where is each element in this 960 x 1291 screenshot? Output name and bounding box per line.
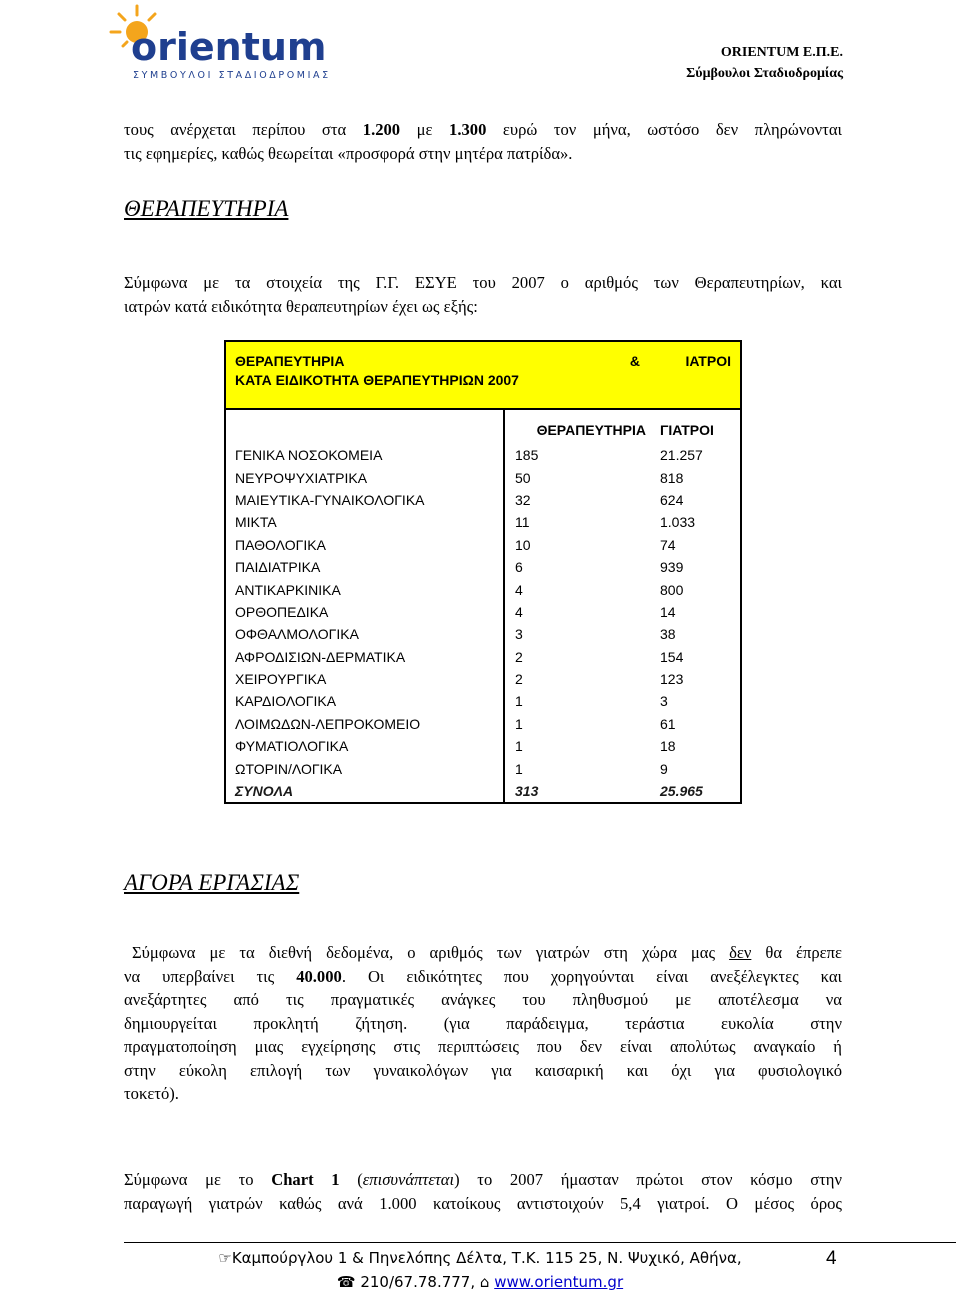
page-number: 4	[826, 1248, 837, 1269]
total-therapeftiria: 313	[515, 783, 539, 800]
row-specialty: ΝΕΥΡΟΨΥΧΙΑΤΡΙΚΑ	[226, 466, 504, 488]
row-therapeftiria: 4	[515, 581, 523, 598]
table-row	[226, 690, 739, 712]
intro-line-1: τους ανέρχεται περίπου στα 1.200 με 1.300 ευρώ τον μήνα, ωστόσο δεν πληρώνονται	[124, 120, 842, 139]
row-therapeftiria: 32	[515, 491, 531, 508]
section1-line-2: ιατρών κατά ειδικότητα θεραπευτηρίων έχει ως εξής:	[124, 296, 478, 316]
table-row	[226, 757, 739, 779]
therapeftiria-table	[224, 340, 742, 804]
row-therapeftiria: 2	[515, 671, 523, 688]
row-specialty: ΟΦΘΑΛΜΟΛΟΓΙΚΑ	[226, 623, 504, 645]
globe-icon: ⌂	[479, 1273, 490, 1291]
section2-p1-line-3: ανεξάρτητες από τις πραγματικές ανάγκες του πληθυσμού με αποτέλεσμα να	[124, 990, 842, 1009]
row-giatroi: 21.257	[660, 447, 703, 464]
intro-line-2: τις εφημερίες, καθώς θεωρείται «προσφορά στην μητέρα πατρίδα».	[124, 143, 573, 163]
row-therapeftiria: 1	[515, 693, 523, 710]
footer-website-link[interactable]: www.orientum.gr	[494, 1273, 624, 1291]
row-giatroi: 154	[660, 648, 684, 665]
footer-phone: 210/67.78.777,	[360, 1273, 476, 1291]
row-therapeftiria: 185	[515, 447, 539, 464]
row-giatroi: 38	[660, 626, 676, 643]
table-row	[226, 466, 739, 488]
row-specialty: ΧΕΙΡΟΥΡΓΙΚΑ	[226, 668, 504, 690]
row-giatroi: 61	[660, 715, 676, 732]
table-total-row	[226, 780, 739, 802]
pointing-hand-icon: ☞	[218, 1249, 232, 1267]
section2-paragraph-2	[124, 1168, 842, 1215]
row-giatroi: 18	[660, 738, 676, 755]
table-row	[226, 668, 739, 690]
column-header-therapeftiria: ΘΕΡΑΠΕΥΤΗΡΙΑ	[536, 422, 646, 438]
section2-p2-line-1: Σύμφωνα με το Chart 1 (επισυνάπτεται) το 2007 ήμασταν πρώτοι στον κόσμο στην	[124, 1170, 842, 1189]
row-giatroi: 1.033	[660, 514, 696, 531]
row-specialty: ΑΝΤΙΚΑΡΚΙΝΙΚΑ	[226, 578, 504, 600]
table-header-row	[226, 410, 739, 444]
section2-paragraph-1	[124, 941, 842, 1106]
row-giatroi: 939	[660, 559, 684, 576]
table-row	[226, 713, 739, 735]
section-heading-therapeftiria: ΘΕΡΑΠΕΥΤΗΡΙΑ	[124, 196, 289, 221]
row-specialty: ΠΑΙΔΙΑΤΡΙΚΑ	[226, 556, 504, 578]
row-specialty: ΚΑΡΔΙΟΛΟΓΙΚΑ	[226, 690, 504, 712]
row-giatroi: 818	[660, 469, 684, 486]
total-label: ΣΥΝΟΛΑ	[226, 780, 504, 802]
row-therapeftiria: 4	[515, 603, 523, 620]
row-therapeftiria: 2	[515, 648, 523, 665]
row-giatroi: 800	[660, 581, 684, 598]
company-info	[686, 42, 843, 84]
row-giatroi: 14	[660, 603, 676, 620]
row-giatroi: 9	[660, 760, 668, 777]
row-therapeftiria: 1	[515, 715, 523, 732]
row-specialty: ΩΤΟΡΙΝ/ΛΟΓΙΚΑ	[226, 757, 504, 779]
section2-p2-line-2: παραγωγή γιατρών καθώς ανά 1.000 κατοίκους αντιστοιχούν 5,4 γιατροί. Ο μέσος όρος	[124, 1193, 842, 1213]
logo-subtitle: ΣΥΜΒΟΥΛΟΙ ΣΤΑΔΙΟΔΡΟΜΙΑΣ	[133, 70, 331, 81]
row-specialty: ΠΑΘΟΛΟΓΙΚΑ	[226, 534, 504, 556]
row-therapeftiria: 11	[515, 514, 530, 531]
footer-contact-line	[0, 1270, 960, 1291]
table-row	[226, 489, 739, 511]
orientum-logo	[95, 2, 355, 82]
row-giatroi: 123	[660, 671, 684, 688]
row-specialty: ΟΡΘΟΠΕΔΙΚΑ	[226, 601, 504, 623]
row-giatroi: 624	[660, 491, 684, 508]
footer-address-line	[0, 1246, 960, 1270]
total-giatroi: 25.965	[660, 783, 703, 800]
row-therapeftiria: 6	[515, 559, 523, 576]
table-row	[226, 646, 739, 668]
row-therapeftiria: 1	[515, 738, 523, 755]
row-specialty: ΓΕΝΙΚΑ ΝΟΣΟΚΟΜΕΙΑ	[226, 444, 504, 466]
section2-p1-line-2: να υπερβαίνει τις 40.000. Οι ειδικότητες που χορηγούνται είναι ανεξέλεγκτες και	[124, 966, 842, 986]
company-name: ORIENTUM Ε.Π.Ε.	[720, 45, 843, 60]
section2-p1-line-7: τοκετό).	[124, 1084, 179, 1103]
intro-paragraph	[124, 118, 842, 165]
company-subtitle: Σύμβουλοι Σταδιοδρομίας	[686, 66, 843, 81]
table-title	[226, 342, 740, 410]
section-heading-agora-ergasias: ΑΓΟΡΑ ΕΡΓΑΣΙΑΣ	[124, 870, 300, 895]
table-title-left: ΘΕΡΑΠΕΥΤΗΡΙΑ	[235, 353, 345, 369]
row-giatroi: 74	[660, 536, 676, 553]
footer-address: Καμπούργλου 1 & Πηνελόπης Δέλτα, Τ.Κ. 115 25, Ν. Ψυχικό, Αθήνα,	[231, 1249, 742, 1267]
section1-paragraph	[124, 271, 842, 318]
table-row	[226, 534, 739, 556]
row-therapeftiria: 1	[515, 760, 523, 777]
table-row	[226, 444, 739, 466]
section2-p1-line-6: στην εύκολη επιλογή των γυναικολόγων για καισαρική και όχι για φυσιολογικό	[124, 1060, 842, 1080]
row-therapeftiria: 50	[515, 469, 531, 486]
table-title-line2: ΚΑΤΑ ΕΙΔΙΚΟΤΗΤΑ ΘΕΡΑΠΕΥΤΗΡΙΩΝ 2007	[235, 372, 519, 388]
table-row	[226, 623, 739, 645]
table-row	[226, 556, 739, 578]
table-row	[226, 735, 739, 757]
row-giatroi: 3	[660, 693, 668, 710]
table-title-right: ΙΑΤΡΟΙ	[685, 353, 731, 369]
footer-divider	[124, 1242, 956, 1243]
footer	[0, 1246, 960, 1291]
row-specialty: ΜΙΚΤΑ	[226, 511, 504, 533]
table-row	[226, 511, 739, 533]
phone-icon: ☎	[336, 1273, 356, 1291]
row-therapeftiria: 3	[515, 626, 523, 643]
row-specialty: ΛΟΙΜΩΔΩΝ-ΛΕΠΡΟΚΟΜΕΙΟ	[226, 713, 504, 735]
row-specialty: ΑΦΡΟΔΙΣΙΩΝ-ΔΕΡΜΑΤΙΚΑ	[226, 646, 504, 668]
section2-p1-line-1: Σύμφωνα με τα διεθνή δεδομένα, ο αριθμός των γιατρών στη χώρα μας δεν θα έπρεπε	[132, 943, 842, 962]
table-title-amp: &	[629, 353, 641, 369]
row-specialty: ΜΑΙΕΥΤΙΚΑ-ΓΥΝΑΙΚΟΛΟΓΙΚΑ	[226, 489, 504, 511]
column-header-giatroi: ΓΙΑΤΡΟΙ	[660, 422, 714, 438]
section2-p1-line-4: δημιουργείται προκλητή ζήτηση. (για παράδειγμα, τεράστια ευκολία στην	[124, 1013, 842, 1033]
table-row	[226, 601, 739, 623]
logo-text: orientum	[131, 25, 327, 69]
row-therapeftiria: 10	[515, 536, 531, 553]
section2-p1-line-5: πραγματοποίηση μιας εγχείρησης στις περιπτώσεις που δεν είναι απολύτως αναγκαίο ή	[124, 1037, 842, 1056]
row-specialty: ΦΥΜΑΤΙΟΛΟΓΙΚΑ	[226, 735, 504, 757]
table-row	[226, 578, 739, 600]
section1-line-1: Σύμφωνα με τα στοιχεία της Γ.Γ. ΕΣΥΕ του 2007 ο αριθμός των Θεραπευτηρίων, και	[124, 273, 842, 292]
